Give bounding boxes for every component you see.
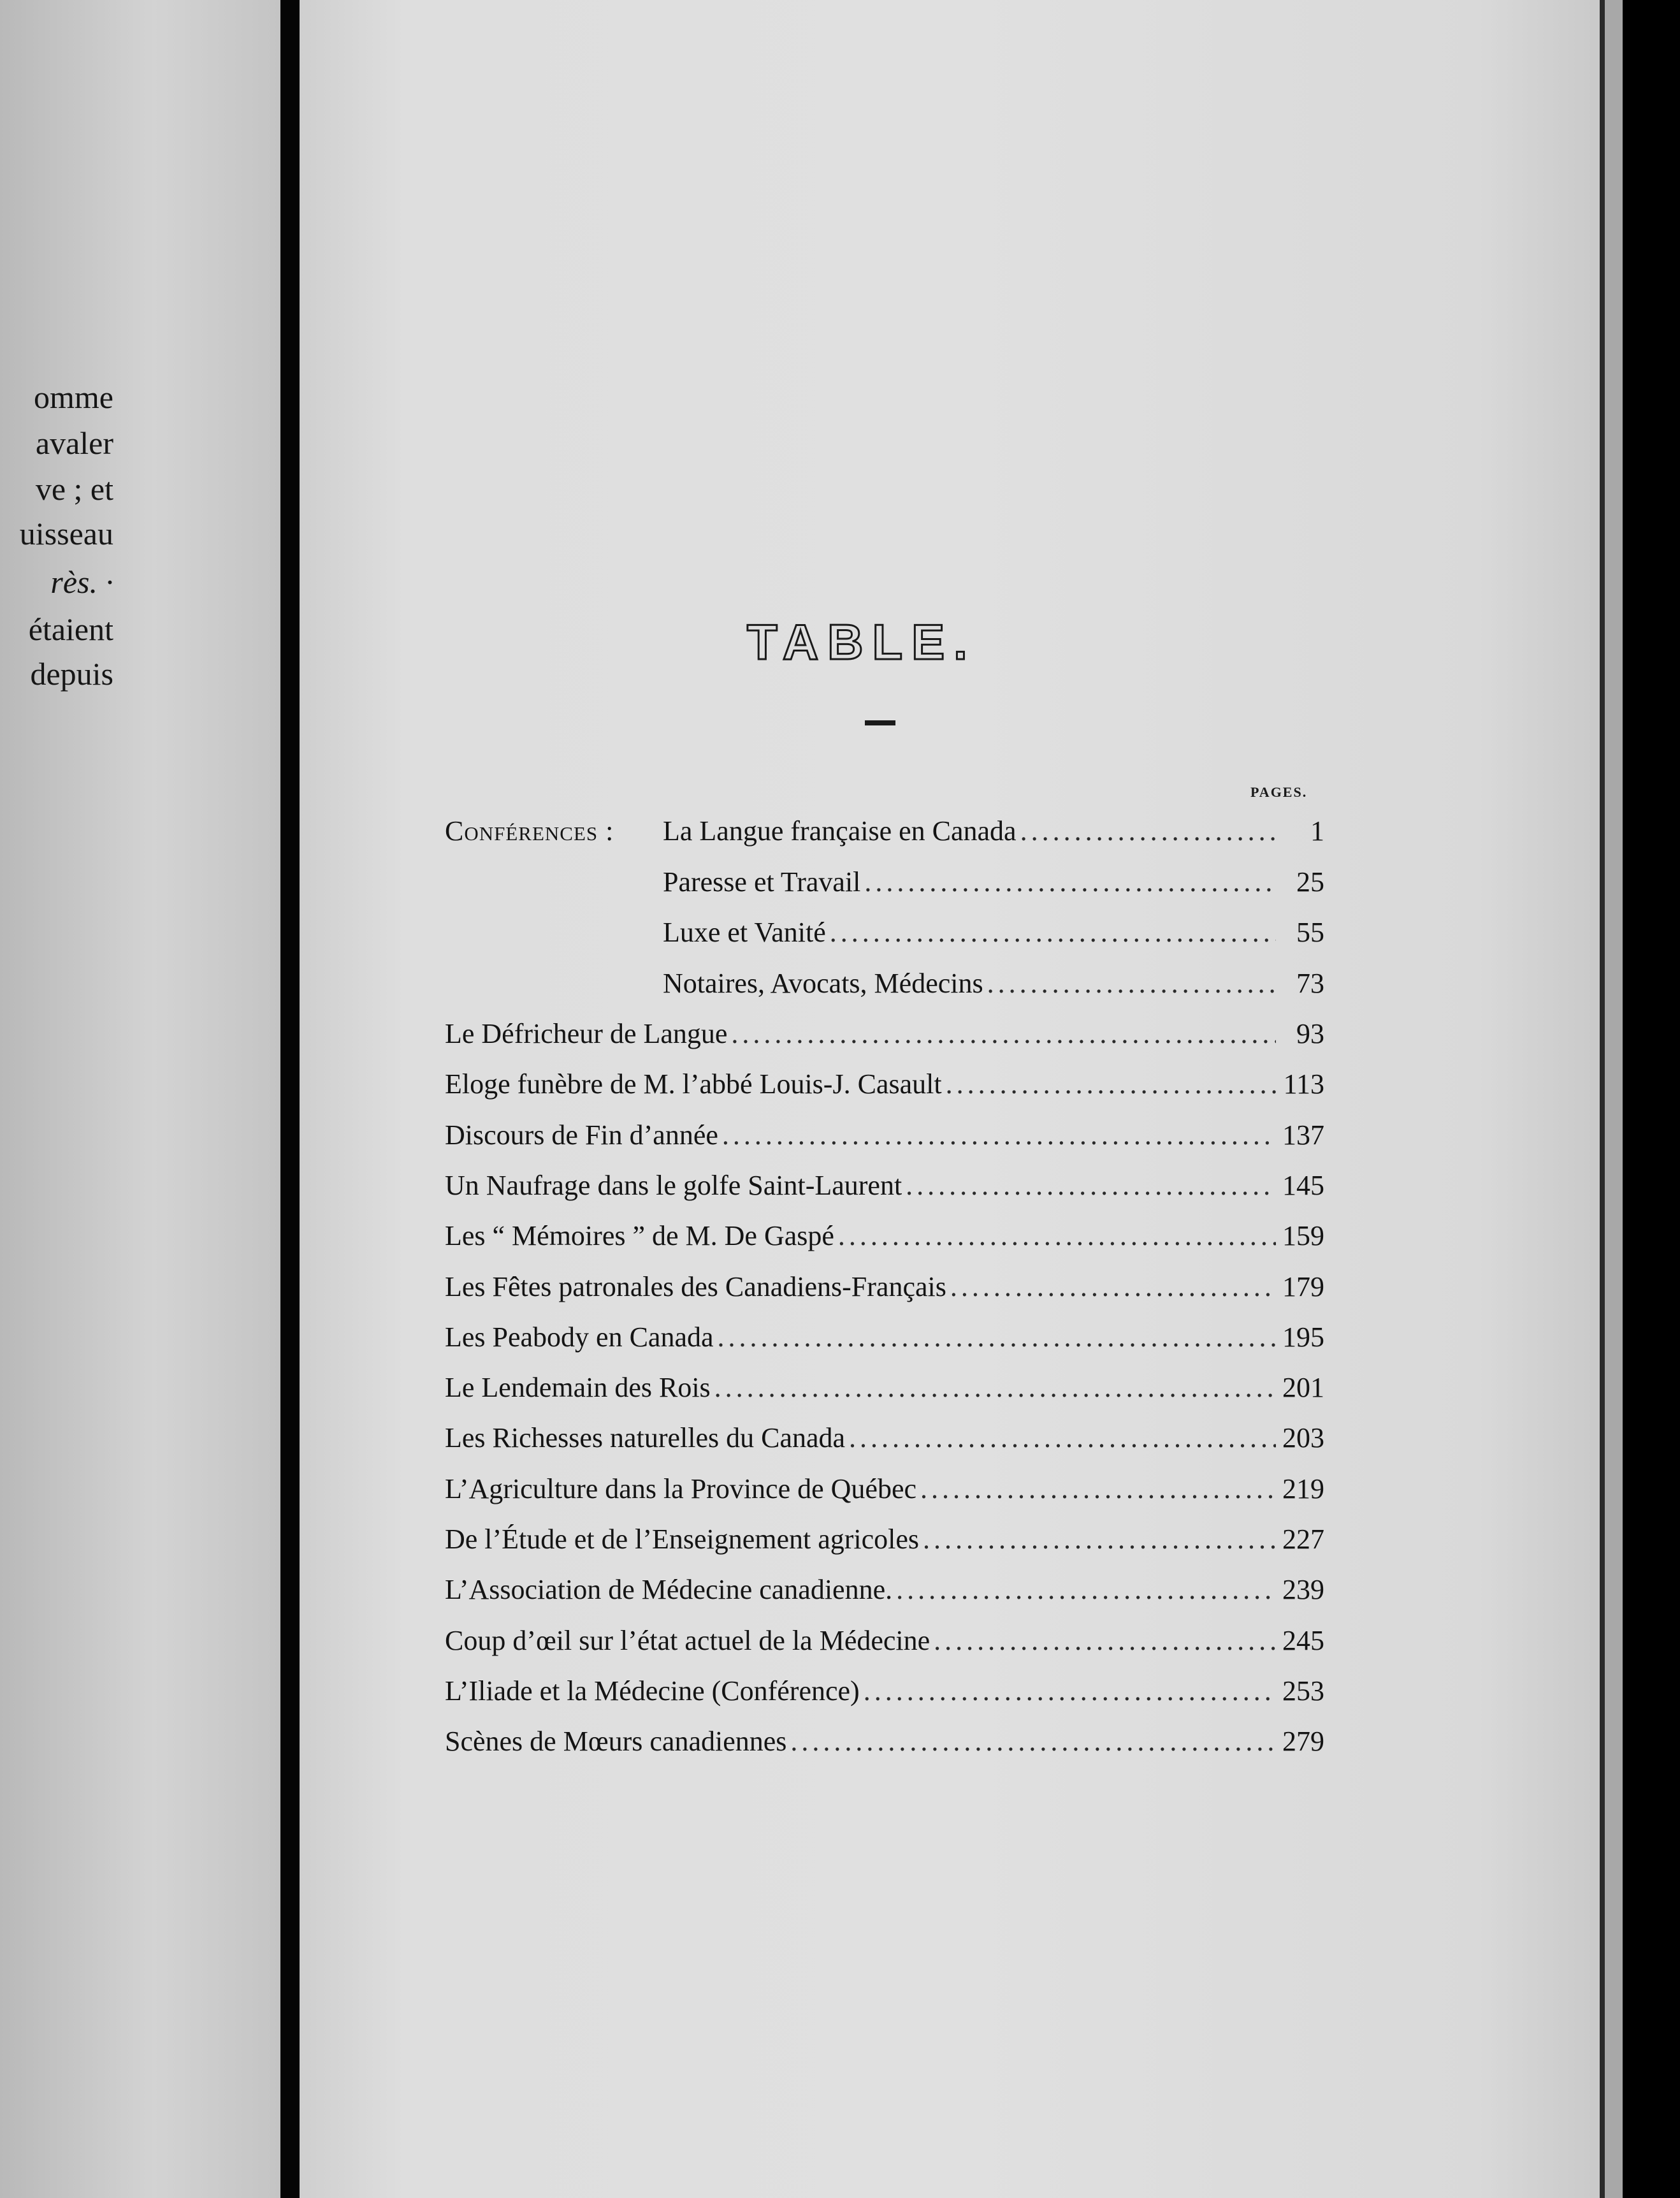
dot-leader — [718, 1321, 1276, 1353]
dot-leader — [920, 1473, 1276, 1505]
toc-entry-title: Paresse et Travail — [663, 866, 861, 898]
dot-leader — [906, 1169, 1276, 1202]
dot-leader — [1020, 815, 1276, 847]
toc-entry — [445, 1624, 1324, 1663]
left-page-line: avaler — [35, 425, 113, 461]
title-rule — [865, 720, 895, 725]
dot-leader — [714, 1371, 1276, 1404]
toc-entry-title: Coup d’œil sur l’état actuel de la Médecine — [445, 1625, 931, 1656]
toc-entry-page: 55 — [1296, 917, 1324, 948]
toc-entry — [445, 1017, 1324, 1056]
dot-leader — [934, 1624, 1276, 1657]
dot-leader — [838, 1219, 1276, 1252]
toc-entry — [445, 1422, 1324, 1460]
toc-entry — [445, 1725, 1324, 1763]
left-page-line: omme — [34, 379, 113, 415]
toc-entry — [445, 1219, 1324, 1258]
toc-entry-page: 159 — [1282, 1220, 1324, 1251]
dot-leader — [946, 1068, 1276, 1100]
dot-leader — [864, 1675, 1276, 1707]
toc-entry-page: 219 — [1282, 1473, 1324, 1504]
dot-leader — [790, 1725, 1276, 1758]
toc-entry-page: 203 — [1282, 1422, 1324, 1453]
toc-entry-page: 93 — [1296, 1018, 1324, 1049]
page-title: TABLE. — [747, 614, 976, 670]
toc-entry-page: 227 — [1282, 1524, 1324, 1555]
toc-entry-title: Les “ Mémoires ” de M. De Gaspé — [445, 1220, 834, 1251]
dot-leader — [830, 916, 1276, 949]
dot-leader — [864, 866, 1276, 898]
page-edge — [1605, 0, 1623, 2198]
toc-entry — [445, 967, 1324, 1005]
toc-entry-page: 73 — [1296, 968, 1324, 999]
toc-entry — [445, 916, 1324, 954]
toc-entry-title: Scènes de Mœurs canadiennes — [445, 1726, 787, 1757]
toc-entry — [445, 1321, 1324, 1359]
toc-entry — [445, 1573, 1324, 1612]
dot-leader — [731, 1017, 1276, 1050]
page-edge — [1600, 0, 1605, 2198]
dot-leader — [849, 1422, 1276, 1454]
toc-entry-page: 253 — [1282, 1675, 1324, 1707]
toc-entry — [445, 1068, 1324, 1106]
page-edge — [1623, 0, 1680, 2198]
toc-entry-title: Le Défricheur de Langue — [445, 1018, 728, 1049]
toc-entry-title: Eloge funèbre de M. l’abbé Louis-J. Casault — [445, 1068, 942, 1100]
toc-entry-title: Discours de Fin d’année — [445, 1119, 718, 1151]
toc-entry-page: 195 — [1282, 1321, 1324, 1353]
dot-leader — [923, 1523, 1276, 1555]
pages-column-header: PAGES. — [1250, 784, 1308, 800]
left-page-line: uisseau — [19, 516, 113, 551]
toc-entry-page: 239 — [1282, 1574, 1324, 1605]
toc-entry — [445, 1675, 1324, 1713]
toc-entry-title: L’Iliade et la Médecine (Conférence) — [445, 1675, 860, 1707]
toc-section-prefix: Conférences : — [445, 815, 614, 847]
toc-entry — [445, 1523, 1324, 1561]
toc-entry-title: Luxe et Vanité — [663, 917, 826, 948]
toc-entry-title: Les Peabody en Canada — [445, 1321, 714, 1353]
toc-entry-title: Le Lendemain des Rois — [445, 1372, 711, 1403]
toc-entry — [445, 1169, 1324, 1207]
toc-entry — [445, 1270, 1324, 1309]
toc-entry-title: L’Agriculture dans la Province de Québec — [445, 1473, 917, 1504]
toc-entry-title: De l’Étude et de l’Enseignement agricoles — [445, 1524, 920, 1555]
toc-entry-page: 279 — [1282, 1726, 1324, 1757]
left-page-line: rès. · — [50, 564, 113, 600]
toc-entry-page: 113 — [1283, 1068, 1324, 1100]
toc-entry-page: 137 — [1282, 1119, 1324, 1151]
dot-leader — [896, 1573, 1276, 1606]
toc-entry-title: Notaires, Avocats, Médecins — [663, 968, 983, 999]
toc-entry-page: 1 — [1310, 815, 1324, 847]
toc-entry-page: 145 — [1282, 1170, 1324, 1201]
toc-entry — [445, 815, 1324, 853]
book-spine — [280, 0, 300, 2198]
left-page-line: étaient — [28, 611, 113, 647]
toc-entry — [445, 1371, 1324, 1409]
toc-entry-page: 25 — [1296, 866, 1324, 898]
toc-entry-title: L’Association de Médecine canadienne. — [445, 1574, 893, 1605]
dot-leader — [987, 967, 1276, 1000]
toc-entry — [445, 1473, 1324, 1511]
dot-leader — [722, 1119, 1276, 1151]
left-page — [0, 0, 280, 2198]
toc-entry-title: La Langue française en Canada — [663, 815, 1017, 847]
toc-entry-page: 245 — [1282, 1625, 1324, 1656]
toc-entry — [445, 866, 1324, 904]
left-page-line: depuis — [30, 656, 113, 692]
toc-entry-page: 201 — [1282, 1372, 1324, 1403]
toc-entry — [445, 1119, 1324, 1157]
toc-entry-title: Un Naufrage dans le golfe Saint-Laurent — [445, 1170, 902, 1201]
dot-leader — [950, 1270, 1276, 1303]
toc-entry-title: Les Fêtes patronales des Canadiens-Français — [445, 1271, 946, 1302]
toc-entry-page: 179 — [1282, 1271, 1324, 1302]
left-page-line: ve ; et — [35, 471, 113, 507]
toc-entry-title: Les Richesses naturelles du Canada — [445, 1422, 846, 1453]
